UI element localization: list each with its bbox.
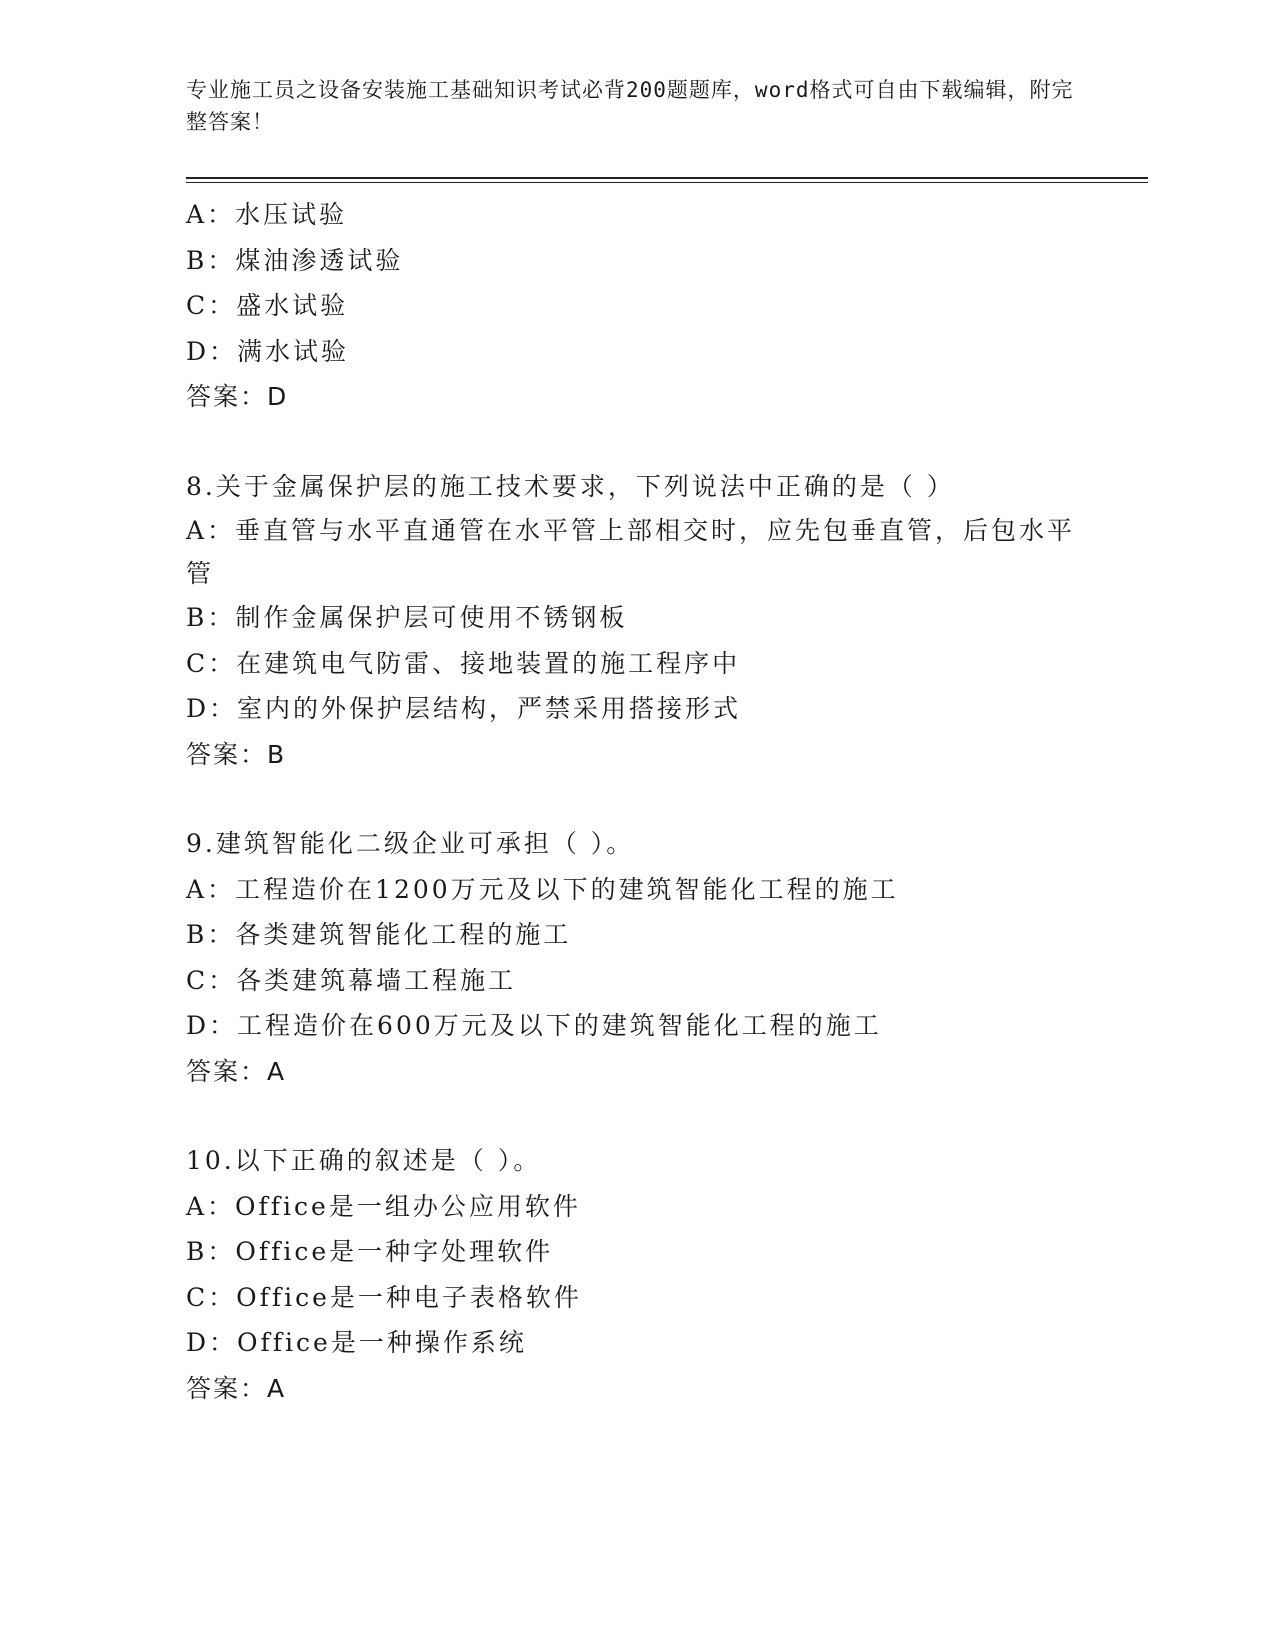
option-b: B：Office是一种字处理软件 <box>186 1237 554 1266</box>
question-10 <box>186 1138 1086 1411</box>
question-9 <box>186 821 1086 1094</box>
question-stem: 9.建筑智能化二级企业可承担（ ）。 <box>186 829 635 858</box>
option-a: A：水压试验 <box>186 200 348 229</box>
header-divider-thick <box>186 177 1148 179</box>
option-b: B：制作金属保护层可使用不锈钢板 <box>186 603 628 632</box>
answer: 答案：A <box>186 1056 287 1086</box>
answer: 答案：D <box>186 382 289 411</box>
option-b: B：各类建筑智能化工程的施工 <box>186 920 572 949</box>
answer: 答案：A <box>186 1373 287 1403</box>
document-title: 专业施工员之设备安装施工基础知识考试必背200题题库，word格式可自由下载编辑，附完整答案！ <box>186 78 1074 134</box>
option-a: A：垂直管与水平直通管在水平管上部相交时，应先包垂直管，后包水平管 <box>186 516 1076 588</box>
option-a: A：工程造价在1200万元及以下的建筑智能化工程的施工 <box>186 874 899 904</box>
spacer <box>186 1094 1086 1138</box>
option-c: C：盛水试验 <box>186 291 349 320</box>
option-d: D：室内的外保护层结构，严禁采用搭接形式 <box>186 694 742 723</box>
option-c: C：Office是一种电子表格软件 <box>186 1282 582 1312</box>
option-c: C：各类建筑幕墙工程施工 <box>186 965 517 995</box>
question-7-tail <box>186 192 1086 420</box>
option-d: D：Office是一种操作系统 <box>186 1328 527 1357</box>
option-b: B：煤油渗透试验 <box>186 245 404 275</box>
spacer <box>186 777 1086 821</box>
option-c: C：在建筑电气防雷、接地装置的施工程序中 <box>186 648 741 678</box>
answer: 答案：B <box>186 739 287 769</box>
question-stem: 8.关于金属保护层的施工技术要求，下列说法中正确的是（ ） <box>186 471 955 501</box>
header-divider-thin <box>186 182 1148 183</box>
option-d: D：工程造价在600万元及以下的建筑智能化工程的施工 <box>186 1011 882 1040</box>
option-d: D：满水试验 <box>186 336 350 366</box>
option-a: A：Office是一组办公应用软件 <box>186 1191 581 1221</box>
question-8 <box>186 464 1086 778</box>
question-list <box>186 192 1086 1411</box>
question-stem: 10.以下正确的叙述是（ ）。 <box>186 1146 542 1175</box>
spacer <box>186 420 1086 464</box>
